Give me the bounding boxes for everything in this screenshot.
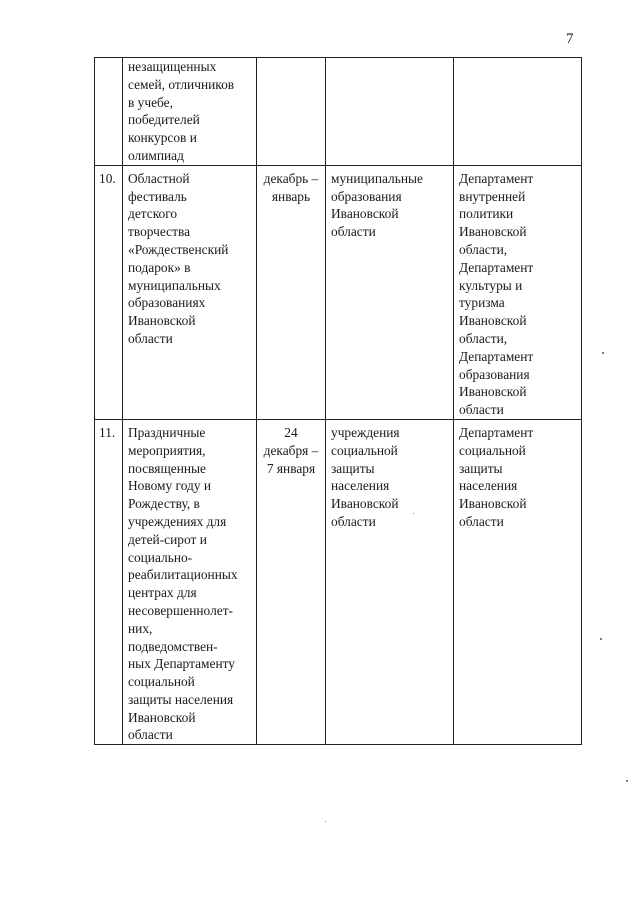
cell-number (95, 58, 123, 166)
table-row (95, 419, 582, 744)
cell-event: Праздничные мероприятия, посвященные Новому году и Рождеству, в учреждениях для детей-сирот и социально- реабилитационных центрах для несовершеннолет- них, подведомствен- ных Департаменту социальной защиты населения Ивановской области (123, 419, 257, 744)
cell-number: 10. (95, 165, 123, 419)
scan-speck (413, 513, 414, 514)
cell-event: незащищенных семей, отличников в учебе, победителей конкурсов и олимпиад (123, 58, 257, 166)
cell-dates (257, 58, 326, 166)
scan-speck (626, 780, 628, 782)
cell-responsible (454, 58, 582, 166)
cell-place (326, 58, 454, 166)
cell-place: учреждения социальной защиты населения Ивановской области (326, 419, 454, 744)
cell-number: 11. (95, 419, 123, 744)
cell-dates: 24 декабря – 7 января (257, 419, 326, 744)
page-number: 7 (566, 31, 574, 47)
events-table (94, 57, 582, 745)
scan-speck (602, 352, 604, 354)
scan-speck (600, 638, 602, 640)
cell-place: муниципальные образования Ивановской области (326, 165, 454, 419)
cell-responsible: Департамент социальной защиты населения Ивановской области (454, 419, 582, 744)
cell-event: Областной фестиваль детского творчества «Рождественский подарок» в муниципальных образованиях Ивановской области (123, 165, 257, 419)
table-row (95, 58, 582, 166)
table-row (95, 165, 582, 419)
scan-speck (325, 821, 326, 822)
cell-responsible: Департамент внутренней политики Ивановской области, Департамент культуры и туризма Ивановской области, Департамент образования Ивановской области (454, 165, 582, 419)
cell-dates: декабрь – январь (257, 165, 326, 419)
